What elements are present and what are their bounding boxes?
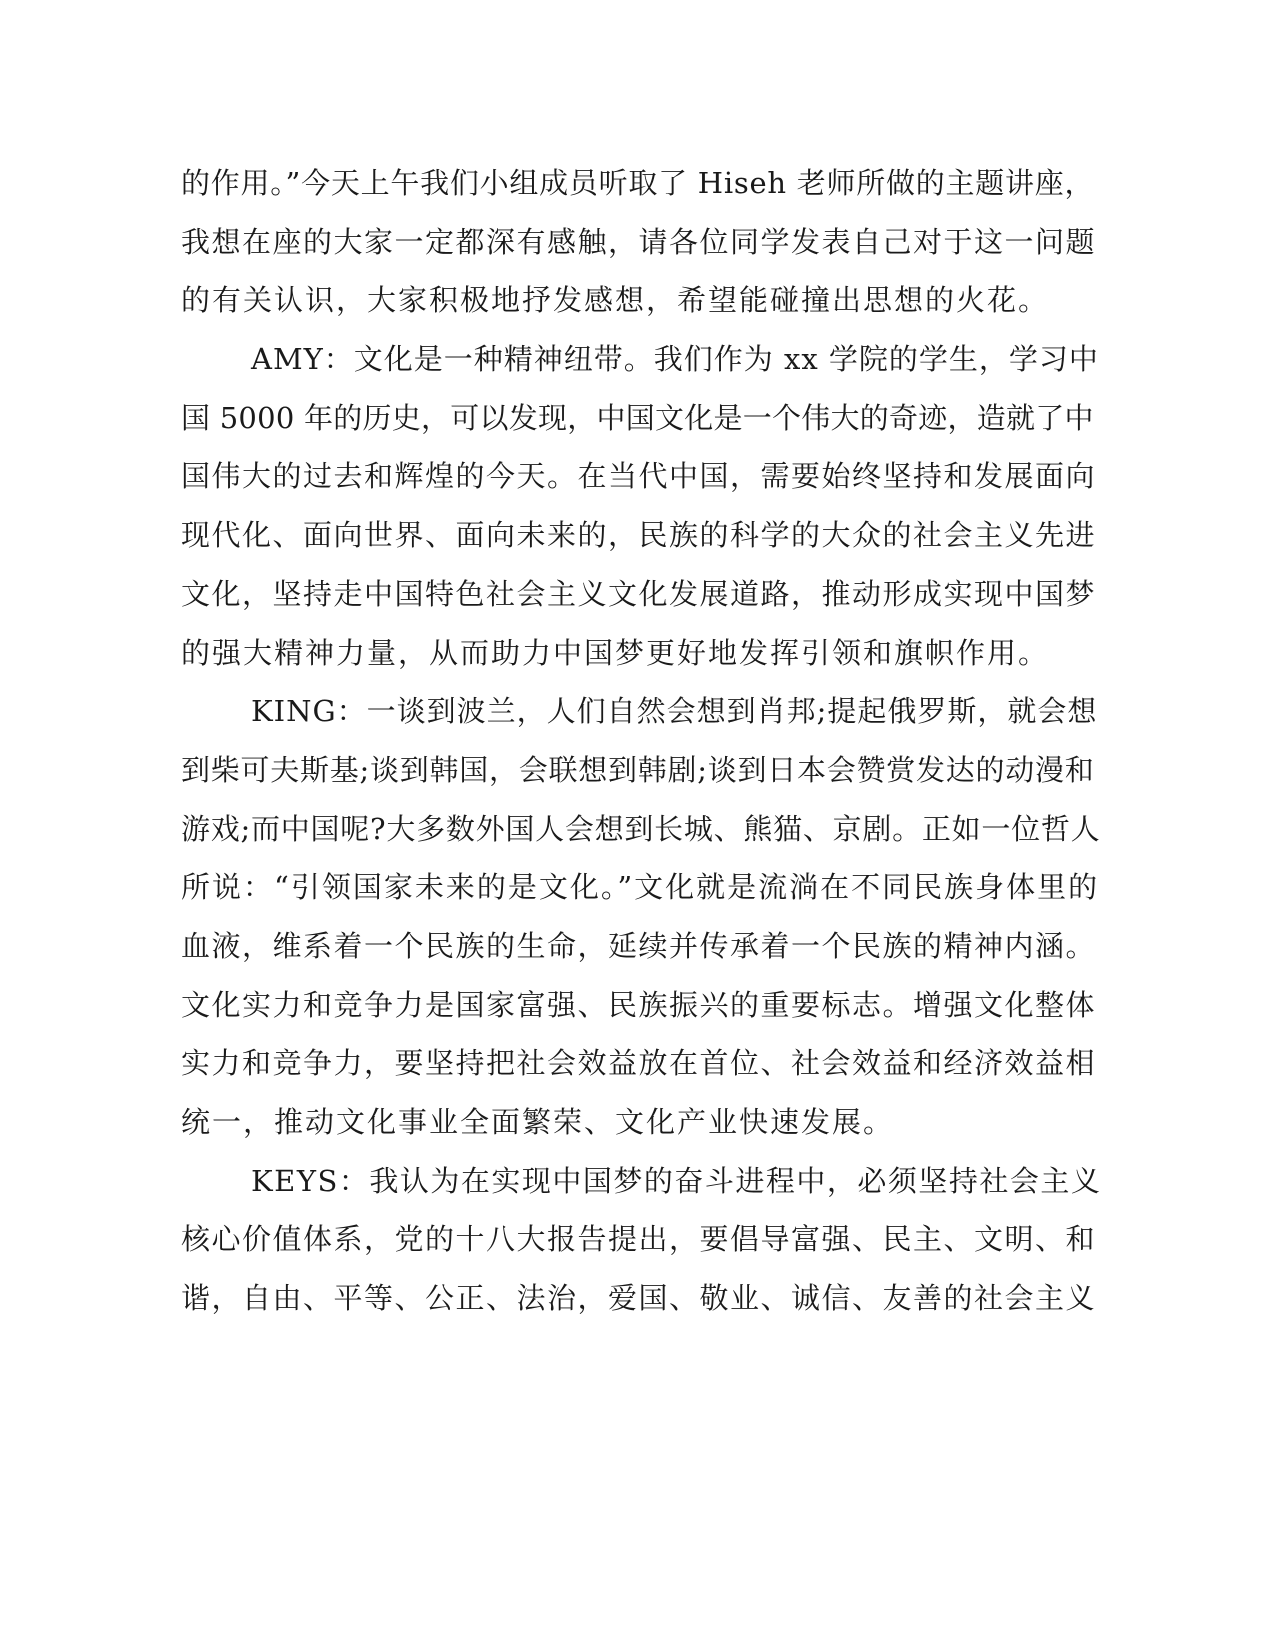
text-line: AMY：文化是一种精神纽带。我们作为 xx 学院的学生，学习中 bbox=[251, 342, 1099, 377]
text-line: 到柴可夫斯基;谈到韩国，会联想到韩剧;谈到日本会赞赏发达的动漫和 bbox=[181, 752, 1095, 787]
text-line: KING：一谈到波兰，人们自然会想到肖邦;提起俄罗斯，就会想 bbox=[251, 694, 1098, 729]
text-line: 文化，坚持走中国特色社会主义文化发展道路，推动形成实现中国梦 bbox=[181, 576, 1097, 611]
text-line: 的强大精神力量，从而助力中国梦更好地发挥引领和旗帜作用。 bbox=[181, 635, 1050, 670]
text-line: 实力和竞争力，要坚持把社会效益放在首位、社会效益和经济效益相 bbox=[181, 1046, 1097, 1081]
text-line: 文化实力和竞争力是国家富强、民族振兴的重要标志。增强文化整体 bbox=[181, 987, 1097, 1022]
text-line: 现代化、面向世界、面向未来的，民族的科学的大众的社会主义先进 bbox=[181, 518, 1097, 553]
text-line: 血液，维系着一个民族的生命，延续并传承着一个民族的精神内涵。 bbox=[181, 928, 1097, 963]
text-line: 的有关认识，大家积极地抒发感想，希望能碰撞出思想的火花。 bbox=[181, 283, 1050, 318]
text-line: 谐，自由、平等、公正、法治，爱国、敬业、诚信、友善的社会主义 bbox=[181, 1281, 1097, 1316]
text-line: 核心价值体系，党的十八大报告提出，要倡导富强、民主、文明、和 bbox=[181, 1222, 1097, 1257]
text-line: 国伟大的过去和辉煌的今天。在当代中国，需要始终坚持和发展面向 bbox=[181, 459, 1097, 494]
text-line: 的作用。”今天上午我们小组成员听取了 Hiseh 老师所做的主题讲座， bbox=[181, 166, 1095, 200]
text-line: 所说：“引领国家未来的是文化。”文化就是流淌在不同民族身体里的 bbox=[181, 870, 1100, 905]
text-line: KEYS：我认为在实现中国梦的奋斗进程中，必须坚持社会主义 bbox=[251, 1163, 1102, 1198]
text-line: 我想在座的大家一定都深有感触，请各位同学发表自己对于这一问题 bbox=[181, 224, 1097, 259]
text-line: 国 5000 年的历史，可以发现，中国文化是一个伟大的奇迹，造就了中 bbox=[181, 400, 1094, 435]
text-line: 统一，推动文化事业全面繁荣、文化产业快速发展。 bbox=[181, 1105, 895, 1139]
text-line: 游戏;而中国呢?大多数外国人会想到长城、熊猫、京剧。正如一位哲人 bbox=[181, 811, 1101, 846]
document-body bbox=[181, 160, 1101, 1334]
